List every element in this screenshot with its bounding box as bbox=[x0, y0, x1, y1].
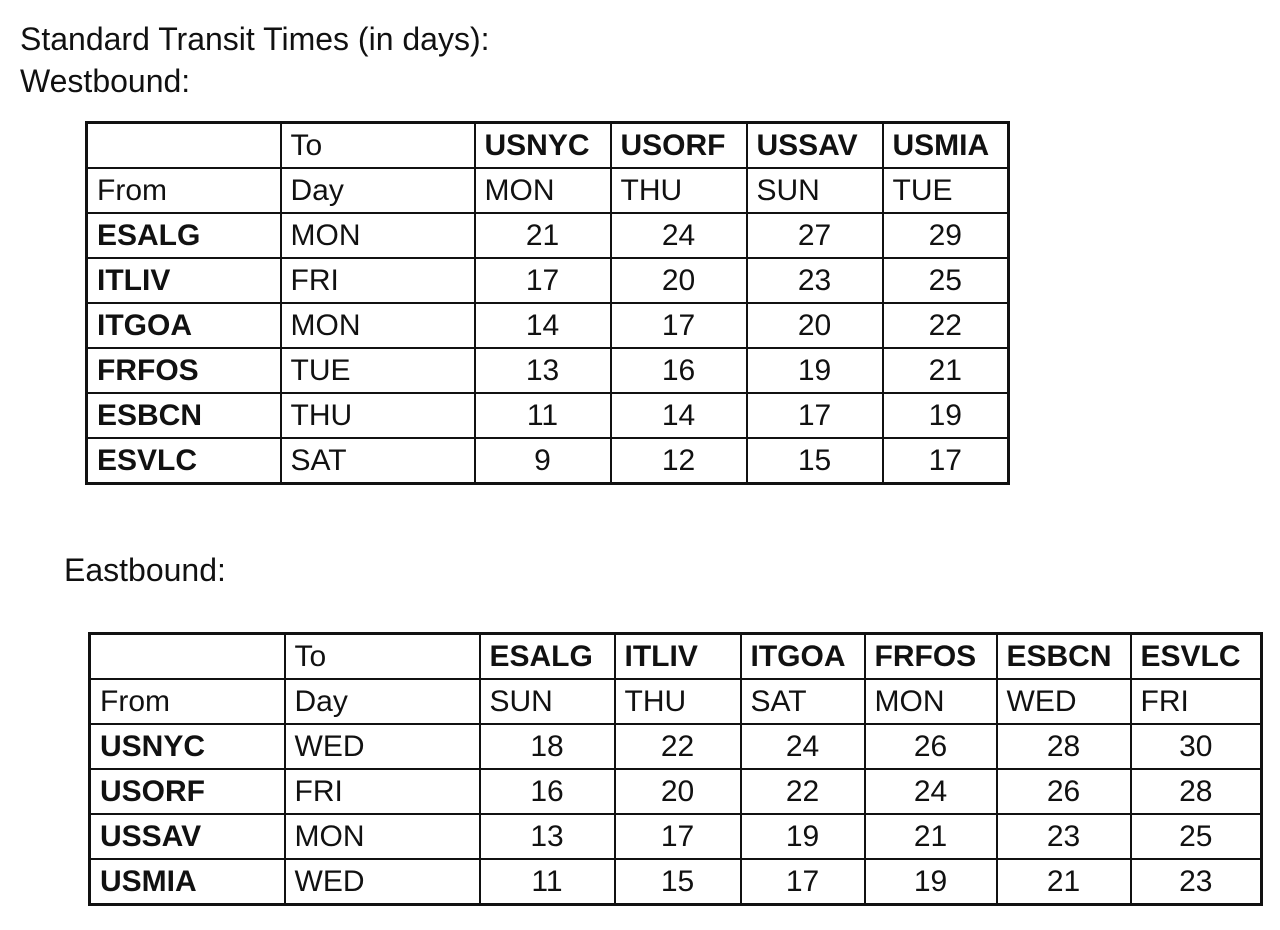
transit-days: 12 bbox=[611, 438, 747, 484]
page-title bbox=[20, 18, 490, 102]
destination-header: USNYC bbox=[475, 123, 611, 169]
transit-days: 24 bbox=[865, 769, 997, 814]
destination-day: MON bbox=[865, 679, 997, 724]
corner-cell bbox=[87, 123, 281, 169]
origin-day: FRI bbox=[285, 769, 480, 814]
transit-days: 19 bbox=[865, 859, 997, 905]
transit-days: 22 bbox=[883, 303, 1009, 348]
destination-day: SAT bbox=[741, 679, 865, 724]
table-row bbox=[90, 814, 1262, 859]
eastbound-label: Eastbound: bbox=[64, 552, 226, 588]
westbound-table bbox=[85, 121, 1010, 485]
origin-day: MON bbox=[281, 213, 475, 258]
transit-days: 21 bbox=[865, 814, 997, 859]
origin-day: TUE bbox=[281, 348, 475, 393]
table-row bbox=[87, 303, 1009, 348]
destination-header: USMIA bbox=[883, 123, 1009, 169]
eastbound-table bbox=[88, 632, 1263, 906]
transit-days: 23 bbox=[997, 814, 1131, 859]
transit-days: 19 bbox=[747, 348, 883, 393]
origin-port: ESALG bbox=[87, 213, 281, 258]
transit-days: 16 bbox=[480, 769, 615, 814]
header-row bbox=[90, 634, 1262, 680]
from-label: From bbox=[90, 679, 285, 724]
origin-day: WED bbox=[285, 724, 480, 769]
eastbound-body bbox=[90, 634, 1262, 905]
table-row bbox=[87, 348, 1009, 393]
transit-days: 25 bbox=[1131, 814, 1262, 859]
header-row bbox=[87, 123, 1009, 169]
destination-header: ESVLC bbox=[1131, 634, 1262, 680]
destination-day: TUE bbox=[883, 168, 1009, 213]
table-row bbox=[87, 258, 1009, 303]
table-row bbox=[90, 769, 1262, 814]
transit-days: 15 bbox=[747, 438, 883, 484]
transit-days: 21 bbox=[883, 348, 1009, 393]
destination-day: MON bbox=[475, 168, 611, 213]
transit-days: 28 bbox=[1131, 769, 1262, 814]
destination-day: THU bbox=[615, 679, 741, 724]
day-label: Day bbox=[281, 168, 475, 213]
origin-port: ITLIV bbox=[87, 258, 281, 303]
transit-days: 19 bbox=[741, 814, 865, 859]
transit-days: 24 bbox=[741, 724, 865, 769]
day-label: Day bbox=[285, 679, 480, 724]
table-row bbox=[90, 724, 1262, 769]
transit-days: 14 bbox=[475, 303, 611, 348]
origin-port: ESBCN bbox=[87, 393, 281, 438]
transit-days: 25 bbox=[883, 258, 1009, 303]
transit-days: 15 bbox=[615, 859, 741, 905]
transit-days: 11 bbox=[475, 393, 611, 438]
transit-days: 17 bbox=[883, 438, 1009, 484]
transit-days: 23 bbox=[1131, 859, 1262, 905]
westbound-body bbox=[87, 123, 1009, 484]
transit-days: 19 bbox=[883, 393, 1009, 438]
transit-days: 29 bbox=[883, 213, 1009, 258]
title-line: Standard Transit Times (in days): bbox=[20, 21, 490, 57]
transit-days: 22 bbox=[741, 769, 865, 814]
transit-days: 11 bbox=[480, 859, 615, 905]
transit-days: 17 bbox=[475, 258, 611, 303]
destination-day: SUN bbox=[747, 168, 883, 213]
destination-header: ITLIV bbox=[615, 634, 741, 680]
transit-days: 21 bbox=[475, 213, 611, 258]
origin-day: THU bbox=[281, 393, 475, 438]
transit-days: 26 bbox=[997, 769, 1131, 814]
transit-days: 22 bbox=[615, 724, 741, 769]
transit-days: 20 bbox=[747, 303, 883, 348]
table-row bbox=[87, 213, 1009, 258]
table-row bbox=[87, 438, 1009, 484]
origin-port: FRFOS bbox=[87, 348, 281, 393]
destination-header: ESBCN bbox=[997, 634, 1131, 680]
transit-days: 23 bbox=[747, 258, 883, 303]
transit-days: 13 bbox=[480, 814, 615, 859]
transit-days: 20 bbox=[615, 769, 741, 814]
transit-days: 16 bbox=[611, 348, 747, 393]
transit-days: 17 bbox=[747, 393, 883, 438]
destination-header: ITGOA bbox=[741, 634, 865, 680]
transit-days: 14 bbox=[611, 393, 747, 438]
origin-port: USMIA bbox=[90, 859, 285, 905]
origin-port: USSAV bbox=[90, 814, 285, 859]
westbound-label: Westbound: bbox=[20, 63, 191, 99]
corner-cell bbox=[90, 634, 285, 680]
transit-days: 17 bbox=[741, 859, 865, 905]
transit-days: 24 bbox=[611, 213, 747, 258]
origin-day: MON bbox=[281, 303, 475, 348]
transit-days: 20 bbox=[611, 258, 747, 303]
origin-day: FRI bbox=[281, 258, 475, 303]
table-row bbox=[87, 393, 1009, 438]
day-row bbox=[90, 679, 1262, 724]
origin-day: WED bbox=[285, 859, 480, 905]
transit-days: 13 bbox=[475, 348, 611, 393]
to-label: To bbox=[281, 123, 475, 169]
origin-port: USNYC bbox=[90, 724, 285, 769]
transit-days: 18 bbox=[480, 724, 615, 769]
to-label: To bbox=[285, 634, 480, 680]
destination-day: FRI bbox=[1131, 679, 1262, 724]
transit-days: 26 bbox=[865, 724, 997, 769]
origin-port: USORF bbox=[90, 769, 285, 814]
transit-days: 17 bbox=[611, 303, 747, 348]
transit-days: 21 bbox=[997, 859, 1131, 905]
destination-day: SUN bbox=[480, 679, 615, 724]
transit-days: 17 bbox=[615, 814, 741, 859]
day-row bbox=[87, 168, 1009, 213]
transit-days: 9 bbox=[475, 438, 611, 484]
transit-days: 30 bbox=[1131, 724, 1262, 769]
transit-days: 27 bbox=[747, 213, 883, 258]
from-label: From bbox=[87, 168, 281, 213]
origin-day: SAT bbox=[281, 438, 475, 484]
destination-header: USORF bbox=[611, 123, 747, 169]
origin-port: ITGOA bbox=[87, 303, 281, 348]
destination-day: WED bbox=[997, 679, 1131, 724]
table-row bbox=[90, 859, 1262, 905]
destination-header: FRFOS bbox=[865, 634, 997, 680]
destination-day: THU bbox=[611, 168, 747, 213]
transit-days: 28 bbox=[997, 724, 1131, 769]
origin-port: ESVLC bbox=[87, 438, 281, 484]
destination-header: USSAV bbox=[747, 123, 883, 169]
origin-day: MON bbox=[285, 814, 480, 859]
destination-header: ESALG bbox=[480, 634, 615, 680]
